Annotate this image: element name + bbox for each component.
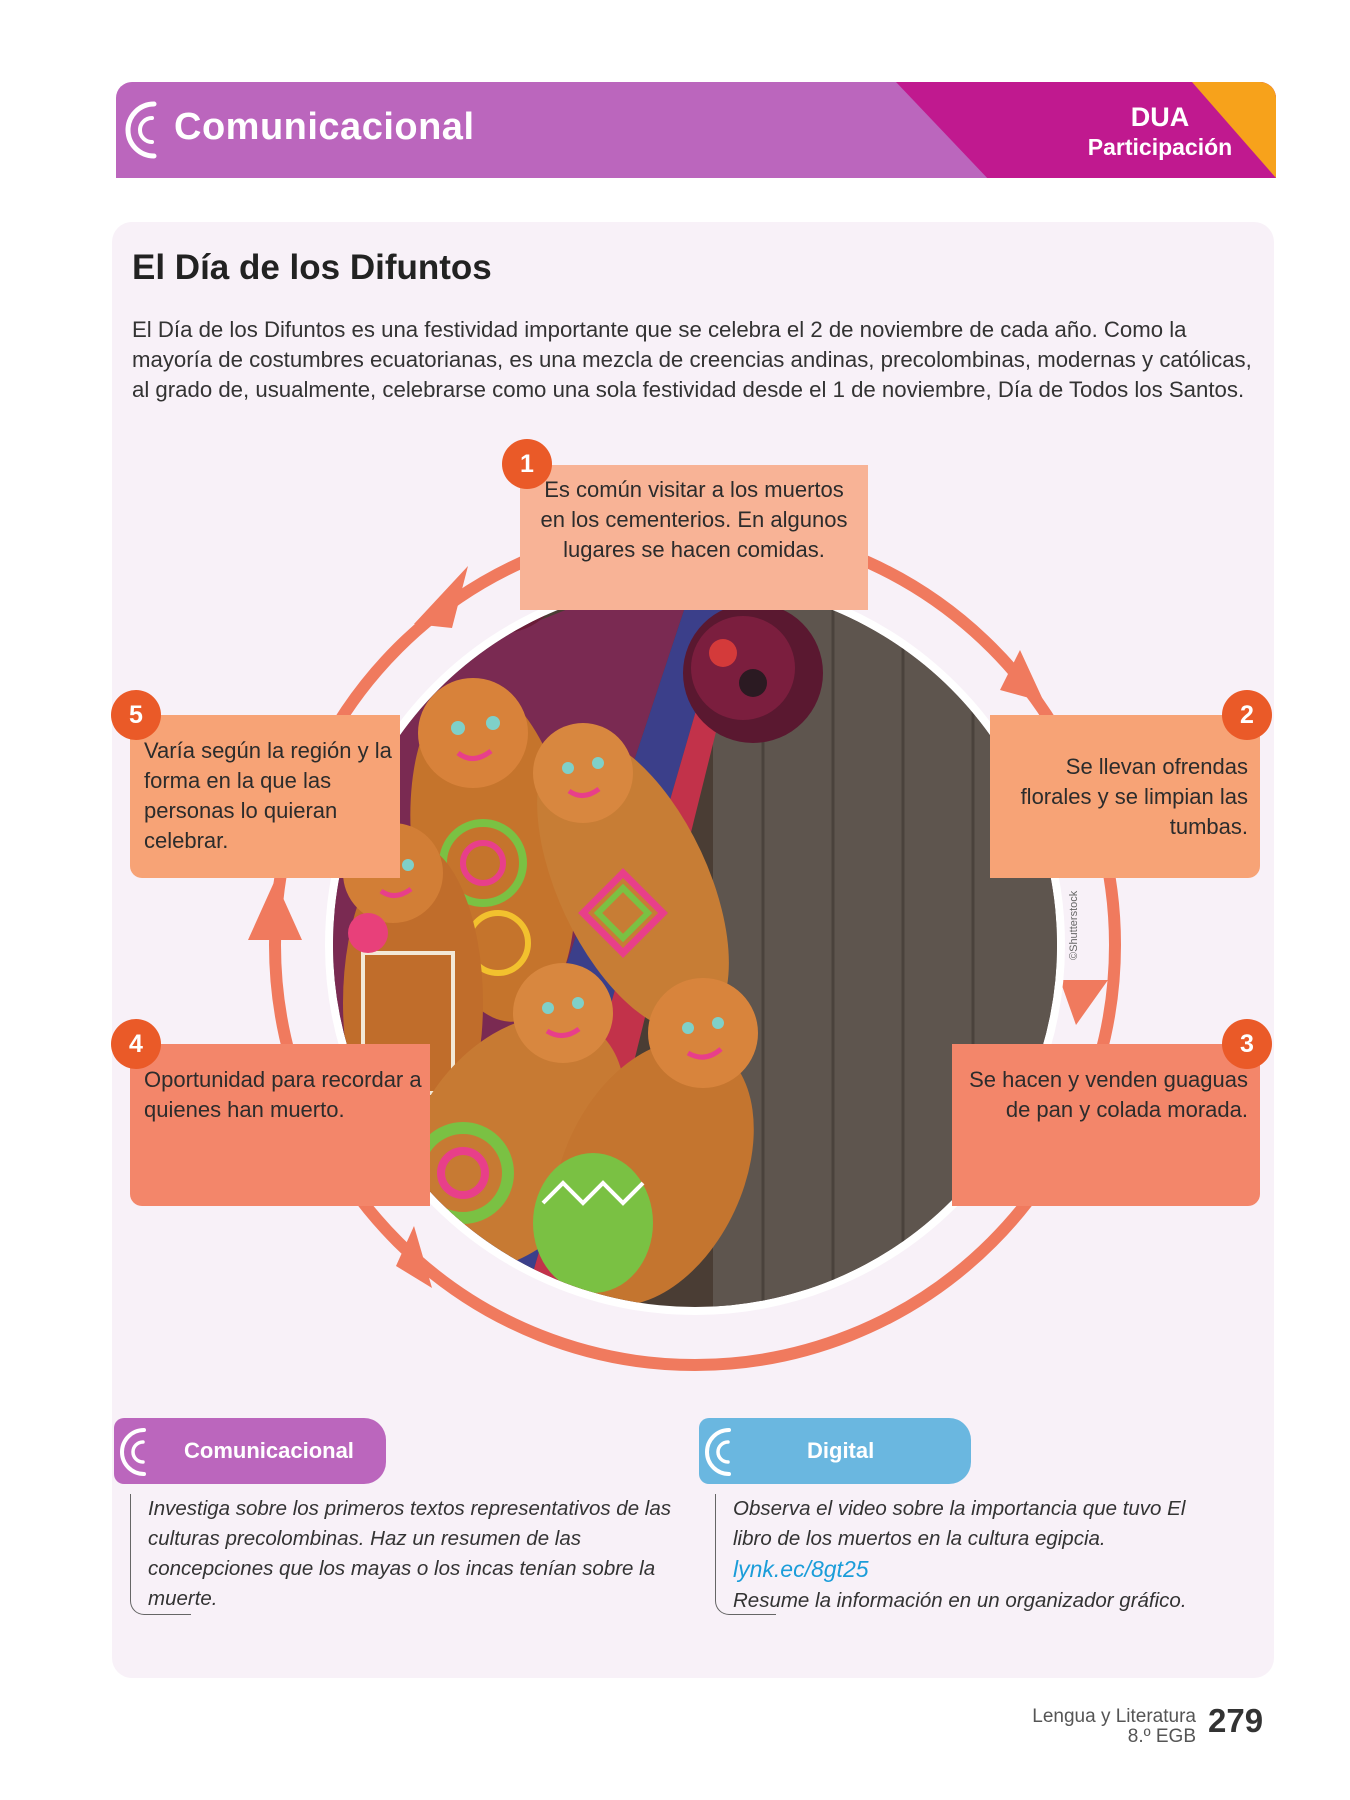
footer-grade: 8.º EGB — [1127, 1726, 1196, 1747]
photo-credit: ©Shutterstock — [1068, 890, 1080, 960]
arrow-icon — [248, 880, 302, 940]
dua-title: DUA — [1130, 102, 1190, 132]
step-number-1: 1 — [502, 439, 552, 489]
digital-card-text — [733, 1494, 1223, 1616]
cycle-step-4-box: Oportunidad para recordar a quienes han muerto. — [130, 1044, 430, 1206]
video-link[interactable]: lynk.ec/8gt25 — [733, 1556, 869, 1582]
step-number-4: 4 — [111, 1019, 161, 1069]
cycle-step-2-box: Se llevan ofrendas florales y se limpian las tumbas. — [990, 715, 1260, 878]
intro-paragraph: El Día de los Difuntos es una festividad importante que se celebra el 2 de noviembre de cada año. Como la mayoría de costumbres ecuatorianas, es una mezcla de creencias andinas, precolombinas, modernas y católicas, al grado de, usualmente, celebrarse como una sola festividad desde el 1 de noviembre, Día de Todos los Santos. — [132, 317, 1252, 402]
footer-subject: Lengua y Literatura — [1032, 1706, 1196, 1727]
guaguas-illustration — [333, 583, 1057, 1307]
comunicacional-tab-label: Comunicacional — [184, 1438, 354, 1463]
comunicacional-card-text: Investiga sobre los primeros textos representativos de las culturas precolombinas. Haz un resumen de las concepciones que los mayas o los incas tenían sobre la muerte. — [148, 1497, 672, 1610]
digital-card-text-intro: Observa el video sobre la importancia que tuvo El libro de los muertos en la cultura egipcia. — [733, 1497, 1186, 1550]
step-number-5: 5 — [111, 690, 161, 740]
c-logo-icon — [114, 1424, 162, 1480]
dua-subtitle: Participación — [1087, 134, 1233, 160]
arrow-icon — [1060, 980, 1108, 1025]
cycle-step-1-box: Es común visitar a los muertos en los cementerios. En algunos lugares se hacen comidas. — [520, 465, 868, 610]
digital-card-text-task: Resume la información en un organizador gráfico. — [733, 1589, 1187, 1612]
page-title: El Día de los Difuntos — [132, 248, 492, 287]
page-number: 279 — [1208, 1702, 1264, 1739]
cycle-step-3-box: Se hacen y venden guaguas de pan y colada morada. — [952, 1044, 1260, 1206]
digital-tab-label: Digital — [807, 1438, 875, 1463]
step-number-2: 2 — [1222, 690, 1272, 740]
step-number-3: 3 — [1222, 1019, 1272, 1069]
banner-title: Comunicacional — [174, 106, 475, 148]
c-logo-icon — [699, 1424, 747, 1480]
arrow-icon — [414, 566, 468, 628]
digital-tab — [699, 1418, 971, 1484]
arrow-icon — [396, 1226, 432, 1288]
cycle-step-5-box: Varía según la región y la forma en la que las personas lo quieran celebrar. — [130, 715, 400, 878]
comunicacional-tab — [114, 1418, 386, 1484]
